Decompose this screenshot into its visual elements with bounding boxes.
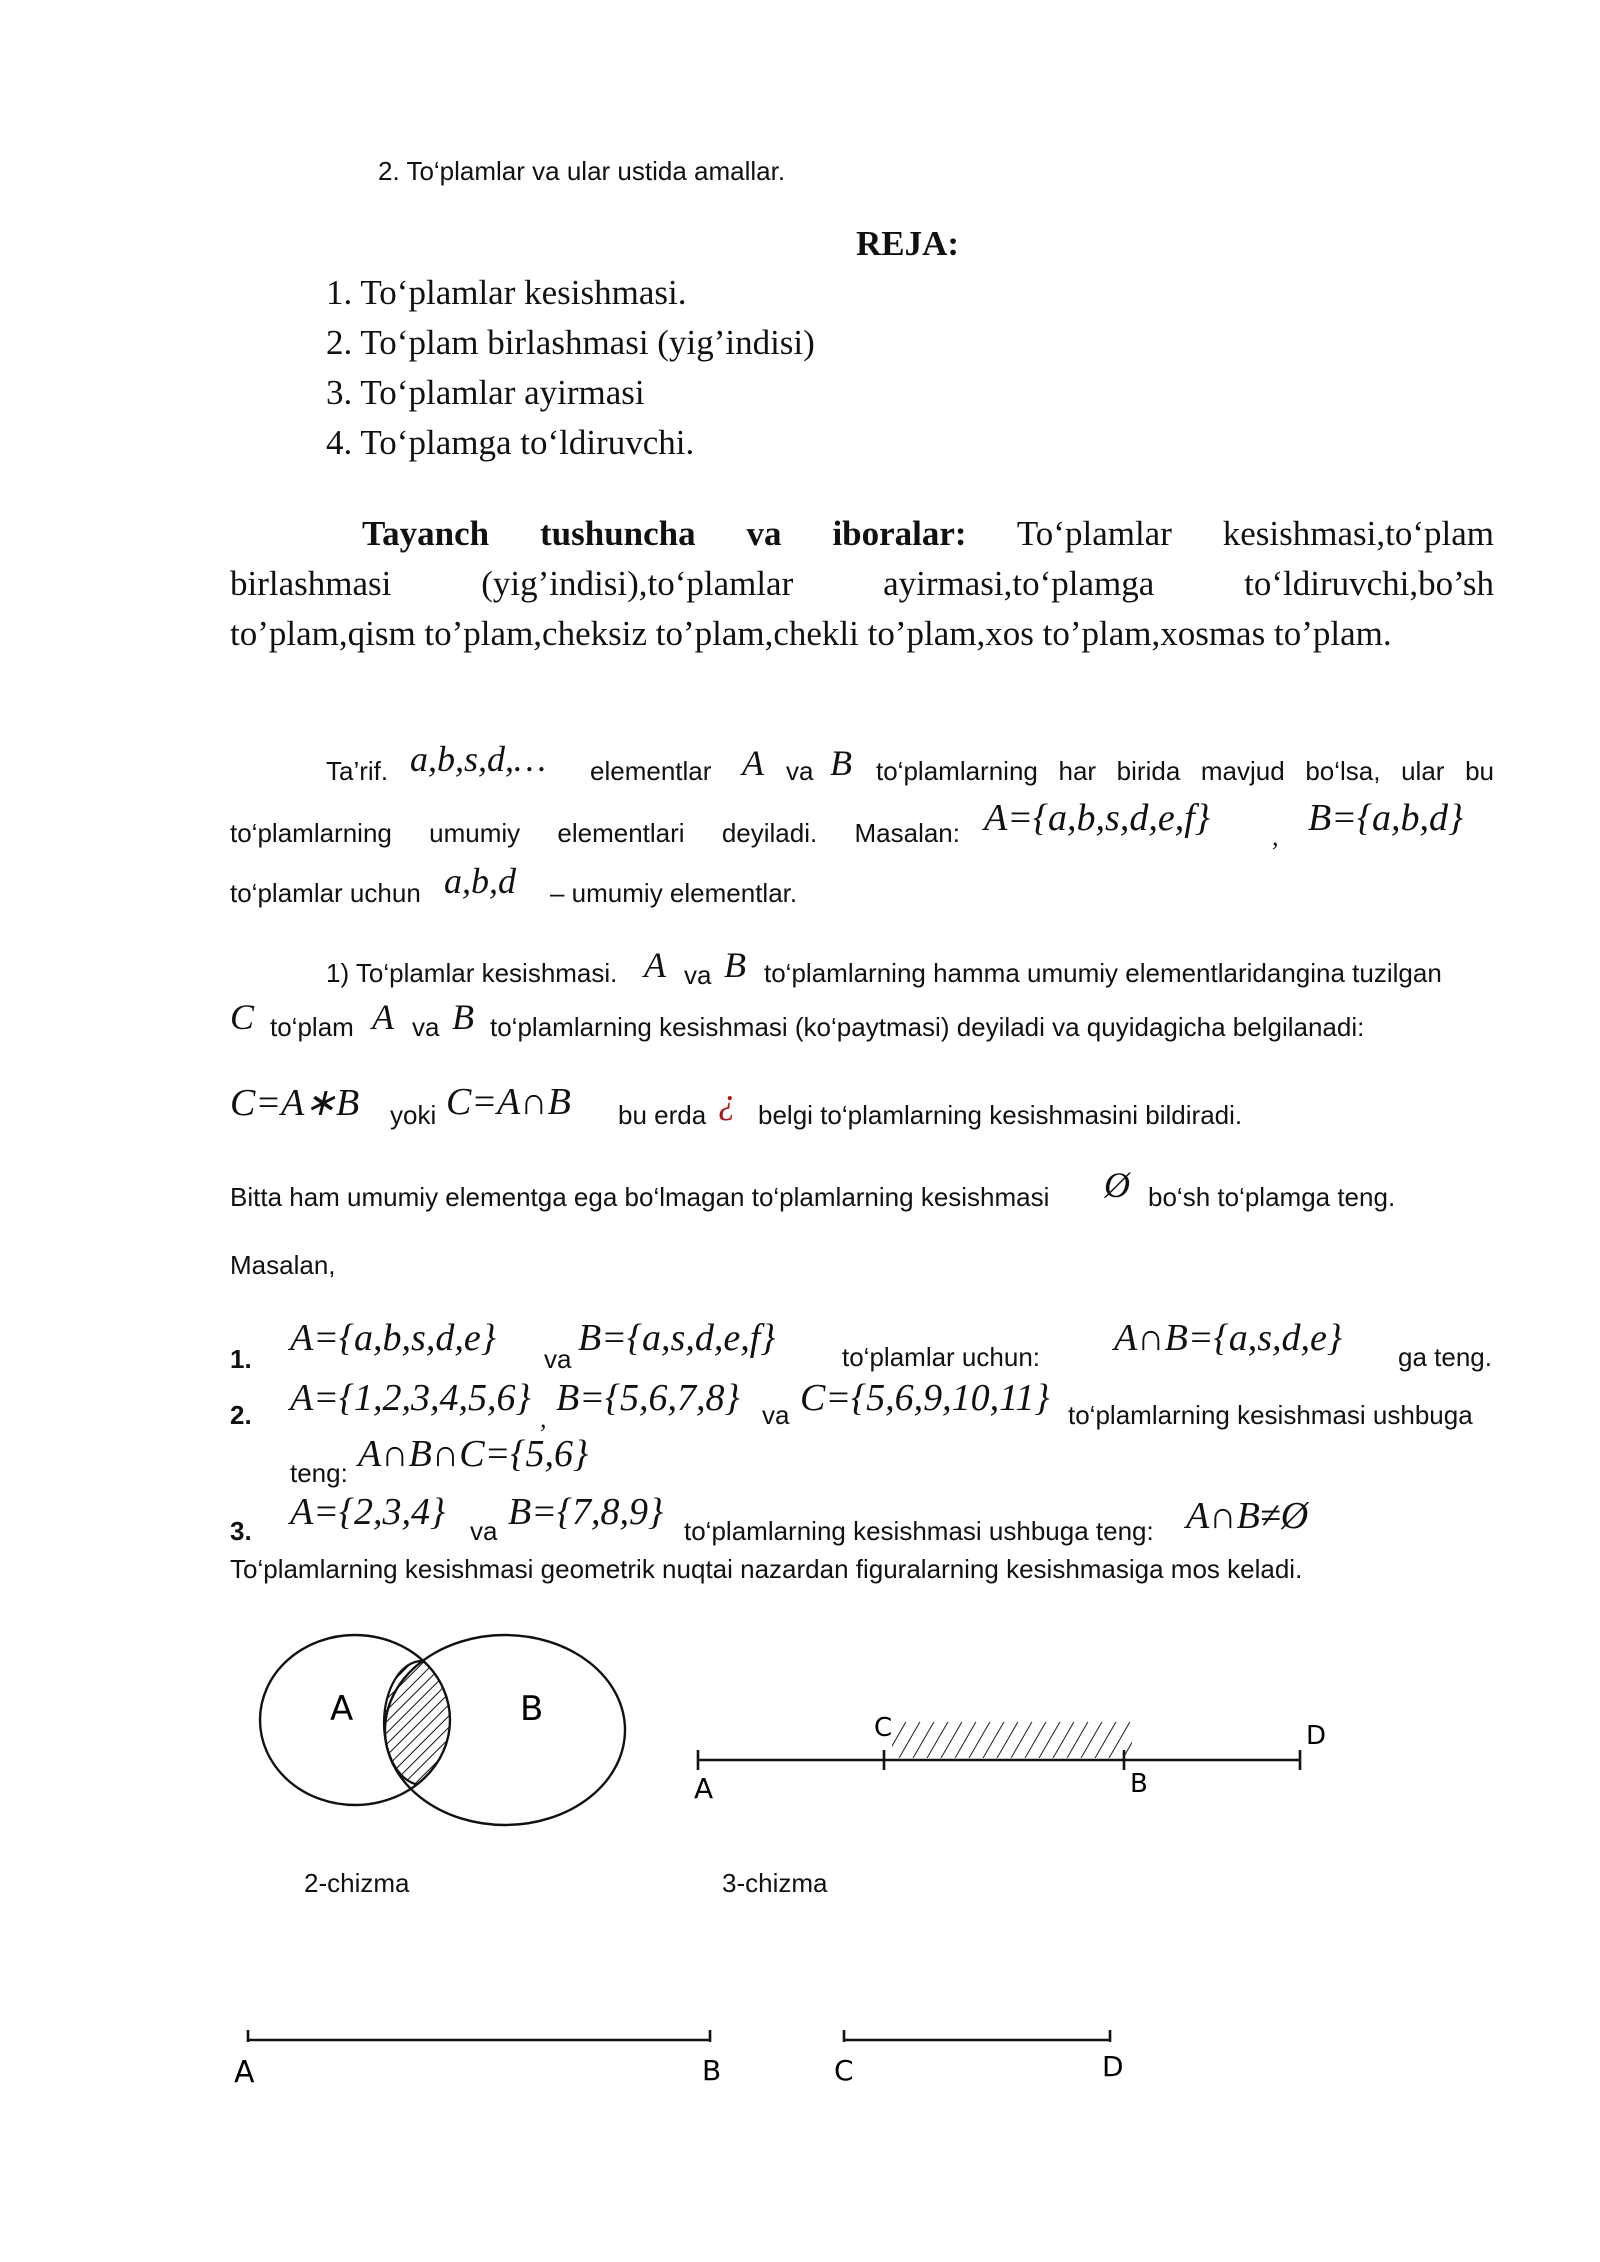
venn-label-A: A: [330, 1689, 354, 1729]
example-result: A∩B≠Ø: [1186, 1495, 1309, 1537]
keywords-label: Tayanch tushuncha va iboralar:: [362, 514, 967, 553]
plan-item: 1. To‘plamlar kesishmasi.: [326, 273, 687, 312]
bottom-label-B: B: [702, 2054, 722, 2087]
set-A-symbol: A: [742, 743, 764, 783]
keywords-line-1: Tayanch tushuncha va iboralar: To‘plamlar kesishmasi,to‘plam: [362, 514, 1494, 553]
example-text: to‘plamlarning kesishmasi ushbuga: [1068, 1400, 1473, 1430]
intersection-text: bu erda: [618, 1100, 707, 1130]
definition-text: – umumiy elementlar.: [550, 878, 798, 908]
empty-set-symbol: Ø: [1104, 1165, 1130, 1205]
plan-item: 2. To‘plam birlashmasi (yig’indisi): [326, 323, 815, 362]
segment-label-B: B: [1130, 1769, 1148, 1799]
figure-caption: 2-chizma: [304, 1868, 410, 1898]
segment-label-A: A: [694, 1772, 714, 1805]
example-text: va: [762, 1400, 790, 1430]
section-heading: 2. To‘plamlar va ular ustida amallar.: [378, 156, 786, 186]
example-set: A={1,2,3,4,5,6}: [290, 1377, 531, 1419]
example-text: va: [470, 1516, 498, 1546]
venn-label-B: B: [520, 1689, 544, 1729]
set-A-symbol: A: [644, 945, 666, 985]
bottom-label-D: D: [1102, 2050, 1124, 2083]
intersection-text: yoki: [390, 1100, 437, 1130]
set-C-symbol: C: [230, 997, 255, 1037]
example-set: C={5,6,9,10,11}: [800, 1377, 1050, 1419]
set-B-symbol: B: [724, 945, 746, 985]
set-B-symbol: B: [452, 997, 474, 1037]
example-number: 3.: [230, 1516, 252, 1546]
example-set-A: A={a,b,s,d,e,f}: [984, 797, 1210, 839]
segment-label-C: C: [874, 1713, 893, 1743]
set-B-symbol: B: [830, 743, 852, 783]
intersection-text: va: [684, 960, 712, 990]
intersection-text: to‘plamlarning hamma umumiy elementlaridangina tuzilgan: [764, 958, 1442, 988]
example-set: A={a,b,s,d,e}: [290, 1317, 496, 1359]
example-set: B={a,s,d,e,f}: [578, 1317, 776, 1359]
bottom-label-A: A: [234, 2055, 255, 2090]
intersection-lead: 1) To‘plamlar kesishmasi.: [326, 958, 618, 988]
formula-star: C=A∗B: [230, 1082, 360, 1124]
empty-set-text: Bitta ham umumiy elementga ega bo‘lmagan to‘plamlarning kesishmasi: [230, 1182, 1050, 1212]
intersection-text: va: [412, 1012, 440, 1042]
formula-cap: C=A∩B: [446, 1081, 571, 1123]
example-text: ga teng.: [1398, 1342, 1492, 1372]
example-set: B={7,8,9}: [508, 1491, 664, 1533]
intersection-text: to‘plam: [270, 1012, 354, 1042]
keywords-line-2: birlashmasi (yig’indisi),to‘plamlar ayirmasi,to‘plamga to‘ldiruvchi,bo’sh: [230, 564, 1494, 603]
definition-text: to‘plamlarning umumiy elementlari deyiladi. Masalan:: [230, 818, 960, 848]
example-number: 2.: [230, 1400, 252, 1430]
empty-set-text: bo‘sh to‘plamga teng.: [1148, 1182, 1396, 1212]
comma: ,: [540, 1404, 547, 1433]
definition-text: to‘plamlar uchun: [230, 878, 421, 908]
bottom-label-C: C: [834, 2054, 854, 2087]
bottom-segments-figure: [230, 2010, 1150, 2100]
plan-item: 3. To‘plamlar ayirmasi: [326, 373, 645, 412]
definition-text: elementlar: [590, 756, 712, 786]
plan-item: 4. To‘plamga to‘ldiruvchi.: [326, 423, 695, 462]
intersection-text: belgi to‘plamlarning kesishmasini bildiradi.: [758, 1100, 1243, 1130]
definition-text: to‘plamlarning har birida mavjud bo‘lsa, ular bu: [876, 756, 1494, 786]
venn-diagram-figure: [250, 1620, 640, 1830]
example-text: to‘plamlar uchun:: [842, 1342, 1040, 1372]
example-text: to‘plamlarning kesishmasi ushbuga teng:: [684, 1516, 1154, 1546]
figure-caption: 3-chizma: [722, 1868, 828, 1898]
set-A-symbol: A: [372, 997, 394, 1037]
comma: ,: [1272, 822, 1279, 851]
intersection-text: to‘plamlarning kesishmasi (ko‘paytmasi) deyiladi va quyidagicha belgilanadi:: [490, 1012, 1365, 1042]
plan-title: REJA:: [856, 224, 960, 263]
keywords-line-3: to’plam,qism to’plam,cheksiz to’plam,chekli to’plam,xos to’plam,xosmas to’plam.: [230, 614, 1392, 653]
example-number: 1.: [230, 1344, 252, 1374]
segment-label-D: D: [1306, 1721, 1327, 1751]
masalan-label: Masalan,: [230, 1250, 336, 1280]
example-set-B: B={a,b,d}: [1308, 797, 1464, 839]
elements-formula: a,b,s,d,…: [410, 739, 547, 779]
example-set: B={5,6,7,8}: [556, 1377, 740, 1419]
intersection-symbol: ¿: [718, 1081, 736, 1121]
hatched-intersection: [892, 1722, 1132, 1758]
venn-intersection: [384, 1661, 460, 1785]
example-result: A∩B={a,s,d,e}: [1114, 1317, 1343, 1359]
definition-lead: Ta’rif.: [326, 756, 389, 786]
example-set: A={2,3,4}: [290, 1491, 446, 1533]
example-result: A∩B∩C={5,6}: [358, 1433, 589, 1475]
example-text: teng:: [290, 1458, 348, 1488]
example-text: va: [544, 1344, 572, 1374]
definition-text: va: [786, 756, 814, 786]
segment-figure: [680, 1700, 1340, 1810]
geometric-note: To‘plamlarning kesishmasi geometrik nuqtai nazardan figuralarning kesishmasiga mos keladi.: [230, 1554, 1303, 1584]
common-elements-formula: a,b,d: [444, 861, 516, 901]
